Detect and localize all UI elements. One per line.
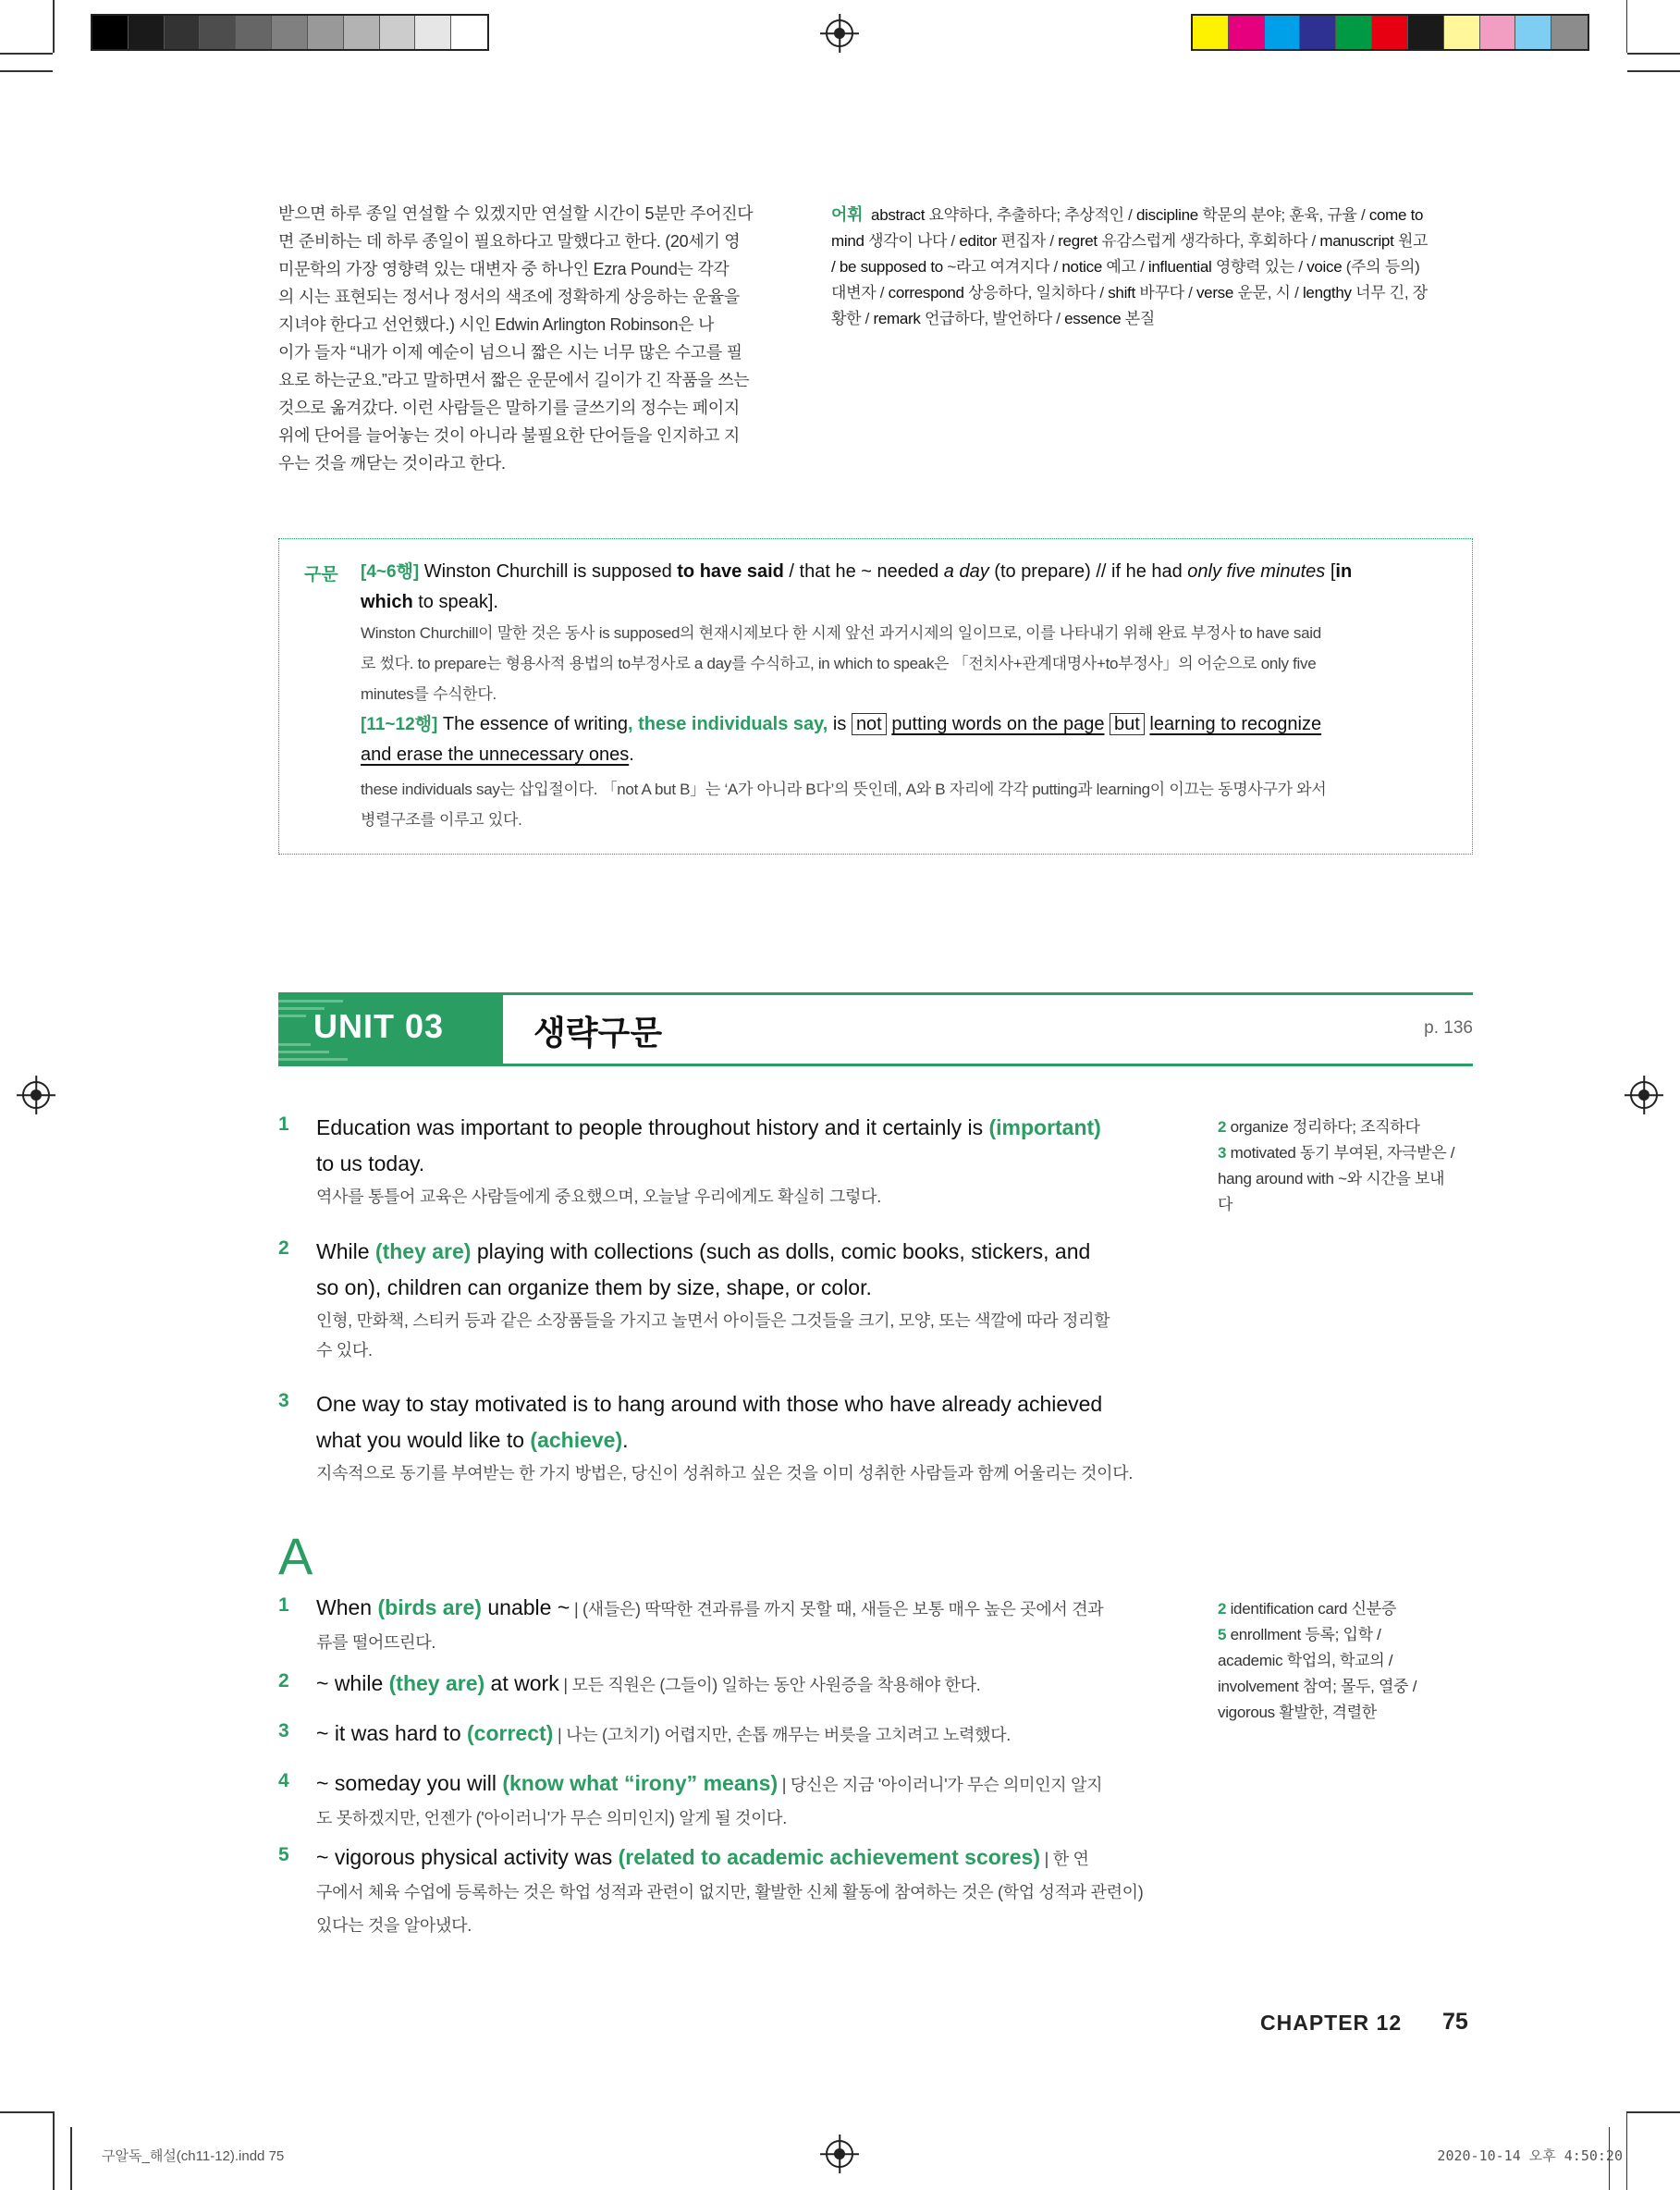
color-swatch <box>1193 16 1229 49</box>
example-item <box>278 1110 1184 1223</box>
note-line <box>1218 1140 1486 1166</box>
answer-line <box>316 1840 1185 1876</box>
vocab-word: verse <box>1196 284 1234 301</box>
crop-mark <box>1627 2111 1680 2113</box>
paragraph-line: 요로 하는군요.”라고 말하면서 짧은 운문에서 길이가 긴 작품을 쓰는 <box>278 371 750 389</box>
note-word: hang around with <box>1218 1170 1334 1187</box>
color-swatch <box>1515 16 1551 49</box>
vocab-word: voice <box>1306 258 1343 276</box>
answer-translation: 있다는 것을 알아냈다. <box>316 1916 472 1935</box>
crop-mark <box>53 2111 55 2190</box>
vocab-word: discipline <box>1135 206 1198 224</box>
item-number: 4 <box>278 1770 289 1791</box>
grammar-explanation-1 <box>361 618 1452 709</box>
page-number: 75 <box>1442 2009 1468 2035</box>
vocab-word: notice <box>1061 258 1102 276</box>
note-line <box>1218 1192 1486 1218</box>
sentence-text: is <box>828 714 852 734</box>
note-number: 2 <box>1218 1118 1227 1136</box>
sentence-text: at work <box>484 1671 559 1695</box>
note-line <box>1218 1622 1486 1648</box>
example-sentence <box>316 1270 1185 1306</box>
color-swatch <box>1229 16 1265 49</box>
vocab-meaning: ~라고 여겨지다 / <box>942 258 1062 276</box>
item-number: 3 <box>278 1720 289 1741</box>
omitted-words: (related to academic achievement scores) <box>618 1845 1040 1869</box>
vocab-label: 어휘 <box>831 205 864 224</box>
note-line <box>1218 1166 1486 1192</box>
vocab-word: essence <box>1064 310 1122 327</box>
answer-line <box>316 1716 1185 1752</box>
color-swatch <box>200 16 236 49</box>
side-vocab-note-2 <box>1218 1596 1486 1726</box>
omitted-words: (birds are) <box>377 1595 482 1619</box>
sentence-text: to us today. <box>316 1151 425 1175</box>
korean-translation-paragraph <box>278 200 796 477</box>
example-sentence <box>316 1386 1185 1422</box>
sentence-text: playing with collections (such as dolls, comic books, stickers, and <box>471 1239 1091 1263</box>
note-meaning: 참여; 몰두, 열중 / <box>1298 1678 1417 1695</box>
note-number: 3 <box>1218 1144 1227 1162</box>
registration-mark-icon <box>826 2140 853 2168</box>
color-swatch <box>92 16 129 49</box>
color-swatch <box>1265 16 1301 49</box>
color-swatch <box>272 16 308 49</box>
sentence-text: ~ it was hard to <box>316 1721 467 1745</box>
omitted-words: (correct) <box>467 1721 554 1745</box>
paragraph-line: 면 준비하는 데 하루 종일이 필요하다고 말했다고 한다. (20세기 영 <box>278 232 741 251</box>
answer-line <box>316 1766 1185 1802</box>
omitted-words: (know what “irony” means) <box>502 1771 779 1795</box>
vocab-word: influential <box>1147 258 1212 276</box>
vocab-meaning: 상응하다, 일치하다 / <box>963 284 1109 301</box>
item-number: 3 <box>278 1390 289 1411</box>
vocab-meaning: 예고 / <box>1101 258 1148 276</box>
vocab-word: manuscript <box>1319 232 1394 250</box>
sentence-text: unable ~ <box>481 1595 570 1619</box>
color-swatch <box>308 16 344 49</box>
vocab-meaning: 생각이 나다 / <box>864 232 960 250</box>
vocabulary-notes <box>831 202 1478 332</box>
note-line <box>1218 1700 1486 1726</box>
vocab-line <box>831 228 1478 254</box>
vocab-meaning: 요약하다, 추출하다; 추상적인 / <box>925 206 1136 224</box>
vocab-word: lengthy <box>1302 284 1352 301</box>
grammar-sentence-2 <box>361 709 1452 740</box>
note-word: academic <box>1218 1652 1283 1669</box>
color-swatch <box>236 16 272 49</box>
item-number: 2 <box>278 1237 289 1259</box>
answer-translation: 당신은 지금 '아이러니'가 무슨 의미인지 알지 <box>790 1776 1103 1794</box>
grammar-content <box>361 557 1452 835</box>
color-swatch <box>1336 16 1372 49</box>
example-item <box>278 1234 1184 1384</box>
boxed-word: but <box>1110 713 1145 735</box>
sentence-text: When <box>316 1595 378 1619</box>
note-meaning: ~와 시간을 보내 <box>1333 1170 1445 1187</box>
note-meaning: 학업의, 학교의 / <box>1282 1652 1393 1669</box>
answer-line <box>316 1667 1185 1702</box>
sentence-text: Education was important to people throughout history and it certainly is <box>316 1115 989 1139</box>
sentence-text: One way to stay motivated is to hang around with those who have already achieved <box>316 1392 1103 1416</box>
section-a-label: A <box>278 1527 313 1585</box>
paragraph-line: 받으면 하루 종일 연설할 수 있겠지만 연설할 시간이 5분만 주어진다 <box>278 204 754 223</box>
boxed-word: not <box>852 713 887 735</box>
note-meaning: 동기 부여된, 자극받은 / <box>1295 1144 1455 1162</box>
color-swatch <box>1480 16 1516 49</box>
vocab-line <box>831 202 1478 228</box>
unit-title: 생략구문 <box>533 1014 663 1052</box>
separator: | <box>1039 1850 1053 1868</box>
note-meaning: 신분증 <box>1347 1600 1396 1618</box>
vocab-word: abstract <box>871 206 926 224</box>
omitted-words: (they are) <box>388 1671 485 1695</box>
vocab-meaning: 언급하다, 발언하다 / <box>920 310 1065 327</box>
slug-timestamp: 2020-10-14 오후 4:50:20 <box>1437 2147 1623 2164</box>
note-number: 2 <box>1218 1600 1227 1618</box>
paragraph-line: 위에 단어를 늘어놓는 것이 아니라 불필요한 단어들을 인지하고 지 <box>278 426 740 445</box>
crop-mark <box>1626 2111 1628 2190</box>
vocab-meaning: 대변자 / <box>831 284 889 301</box>
answer-line <box>316 1591 1185 1626</box>
separator: | <box>558 1676 572 1694</box>
color-swatch <box>1372 16 1408 49</box>
vocab-word: come to <box>1368 206 1424 224</box>
sentence-text: ~ while <box>316 1671 389 1695</box>
vocab-line <box>831 306 1478 332</box>
answer-translation: 나는 (고치기) 어렵지만, 손톱 깨무는 버릇을 고치려고 노력했다. <box>566 1726 1011 1744</box>
note-word: involvement <box>1218 1678 1299 1695</box>
vocab-word: correspond <box>888 284 964 301</box>
sentence-text: in <box>1335 561 1353 582</box>
sentence-text: (to prepare) // if he had <box>988 561 1188 582</box>
grammar-label: 구문 <box>304 565 338 584</box>
answer-translation: 도 못하겠지만, 언젠가 ('아이러니'가 무슨 의미인지) 알게 될 것이다. <box>316 1809 787 1827</box>
answer-translation: 류를 떨어뜨린다. <box>316 1633 436 1652</box>
example-list <box>278 1110 1184 1499</box>
vocab-meaning: 학문의 분야; 훈육, 규율 / <box>1197 206 1369 224</box>
unit-label: UNIT 03 <box>313 1007 445 1045</box>
explanation-line: Winston Churchill이 말한 것은 동사 is supposed의 현재시제보다 한 시제 앞선 과거시제의 일이므로, 이를 나타내기 위해 완료 부정사 to have said <box>361 624 1321 642</box>
registration-mark-icon <box>22 1081 50 1109</box>
vocab-meaning: (주의 등의) <box>1342 258 1420 276</box>
vocab-word: regret <box>1058 232 1098 250</box>
omitted-words: (achieve) <box>530 1428 623 1452</box>
grammar-explanation-2 <box>361 774 1452 835</box>
vocab-meaning: 바꾸다 / <box>1134 284 1196 301</box>
crop-mark <box>1626 0 1628 53</box>
item-number: 2 <box>278 1670 289 1692</box>
note-line <box>1218 1648 1486 1674</box>
explanation-line: 로 썼다. to prepare는 형용사적 용법의 to부정사로 a day를 수식하고, in which to speak은 「전치사+관계대명사+to부정사」의 어순으로 only five <box>361 655 1317 672</box>
sentence-text: ~ vigorous physical activity was <box>316 1845 619 1869</box>
side-vocab-note-1 <box>1218 1114 1486 1218</box>
crop-mark <box>1627 53 1680 55</box>
note-line <box>1218 1114 1486 1140</box>
paragraph-line: 지녀야 한다고 선언했다.) 시인 Edwin Arlington Robinson은 나 <box>278 315 715 334</box>
note-word: vigorous <box>1218 1704 1275 1721</box>
item-number: 5 <box>278 1844 289 1865</box>
crop-mark <box>0 2111 53 2113</box>
vocab-line <box>831 254 1478 280</box>
example-item <box>278 1386 1184 1499</box>
sentence-text: While <box>316 1239 375 1263</box>
color-swatch <box>451 16 487 49</box>
item-number: 1 <box>278 1113 289 1135</box>
explanation-line: these individuals say는 삽입절이다. 「not A but B」는 ‘A가 아니라 B다’의 뜻인데, A와 B 자리에 각각 putting과 learning이 이끄는 동명사구가 와서 <box>361 781 1327 798</box>
sentence-text: Winston Churchill is supposed <box>419 561 678 582</box>
underlined-phrase: learning to recognize <box>1149 714 1322 734</box>
color-swatch <box>1300 16 1336 49</box>
color-swatch <box>344 16 380 49</box>
paragraph-line: 이가 들자 “내가 이제 예순이 넘으니 짧은 시는 너무 많은 수고를 필 <box>278 343 742 362</box>
color-swatch <box>1551 16 1588 49</box>
note-line <box>1218 1674 1486 1700</box>
note-number: 5 <box>1218 1626 1227 1643</box>
sentence-text: to have said <box>677 561 784 582</box>
slug-filename: 구알독_해설(ch11-12).indd 75 <box>102 2148 285 2164</box>
chapter-label: CHAPTER 12 <box>1260 2011 1403 2035</box>
vocab-meaning: 영향력 있는 / <box>1211 258 1307 276</box>
example-sentence <box>316 1234 1185 1270</box>
grammar-sentence-2-cont <box>361 740 1452 770</box>
separator: | <box>778 1776 791 1794</box>
note-meaning: 등록; 입학 / <box>1300 1626 1381 1643</box>
note-meaning: 다 <box>1218 1196 1233 1213</box>
vocab-word: mind <box>831 232 865 250</box>
sentence-text: which <box>361 592 413 612</box>
color-swatch <box>129 16 165 49</box>
color-swatch <box>1408 16 1444 49</box>
color-swatch <box>415 16 451 49</box>
explanation-line: 병렬구조를 이루고 있다. <box>361 811 522 829</box>
note-meaning: 정리하다; 조직하다 <box>1288 1118 1420 1136</box>
vocab-meaning: 본질 <box>1121 310 1156 327</box>
unit-header <box>278 992 1473 1066</box>
process-color-bar <box>1191 14 1589 51</box>
vocab-meaning: 원고 <box>1393 232 1429 250</box>
paragraph-line: 우는 것을 깨닫는 것이라고 한다. <box>278 454 506 473</box>
vocab-line <box>831 280 1478 306</box>
sentence-text: to speak]. <box>412 592 498 612</box>
vocab-word: shift <box>1108 284 1135 301</box>
note-word: motivated <box>1226 1144 1296 1162</box>
sentence-text: . <box>629 744 634 765</box>
example-translation: 지속적으로 동기를 부여받는 한 가지 방법은, 당신이 성취하고 싶은 것을 이미 성취한 사람들과 함께 어울리는 것이다. <box>316 1464 1134 1483</box>
answer-translation: 구에서 체육 수업에 등록하는 것은 학업 성적과 관련이 없지만, 활발한 신체 활동에 참여하는 것은 (학업 성적과 관련이) <box>316 1883 1144 1901</box>
color-swatch <box>1444 16 1480 49</box>
line-reference: [11~12행] <box>361 715 438 734</box>
registration-mark-icon <box>826 19 853 47</box>
sentence-text: so on), children can organize them by size, shape, or color. <box>316 1275 872 1299</box>
sentence-text: ~ someday you will <box>316 1771 503 1795</box>
example-translation: 수 있다. <box>316 1341 373 1360</box>
explanation-line: minutes를 수식한다. <box>361 685 497 703</box>
answer-translation: 한 연 <box>1052 1850 1089 1868</box>
sentence-text: . <box>622 1428 629 1452</box>
crop-mark <box>0 70 53 72</box>
omitted-words: (important) <box>988 1115 1101 1139</box>
paragraph-line: 미문학의 가장 영향력 있는 대변자 중 하나인 Ezra Pound는 각각 <box>278 260 730 278</box>
vocab-meaning: 너무 긴, 장 <box>1351 284 1428 301</box>
example-sentence <box>316 1422 1185 1458</box>
example-sentence <box>316 1110 1185 1146</box>
sentence-text: a day <box>943 561 989 582</box>
registration-mark-icon <box>1630 1081 1658 1109</box>
separator: | <box>570 1600 583 1618</box>
underlined-phrase: putting words on the page <box>891 714 1105 734</box>
grammar-sentence-1 <box>361 557 1452 587</box>
crop-mark <box>53 0 55 53</box>
vocab-meaning: 황한 / <box>831 310 874 327</box>
color-swatch <box>165 16 201 49</box>
sentence-text: [ <box>1325 561 1336 582</box>
vocab-meaning: 유감스럽게 생각하다, 후회하다 / <box>1097 232 1320 250</box>
crop-mark <box>70 2127 72 2190</box>
example-sentence <box>316 1146 1185 1182</box>
grayscale-color-bar <box>91 14 489 51</box>
note-word: identification card <box>1226 1600 1348 1618</box>
sentence-text: / that he ~ needed <box>783 561 944 582</box>
sentence-text: only five minutes <box>1187 561 1326 582</box>
sentence-text: The essence of writing <box>437 714 628 734</box>
item-number: 1 <box>278 1594 289 1616</box>
answer-translation: (새들은) 딱딱한 견과류를 까지 못할 때, 새들은 보통 매우 높은 곳에서 견과 <box>582 1600 1104 1618</box>
example-translation: 인형, 만화책, 스티커 등과 같은 소장품들을 가지고 놀면서 아이들은 그것들을 크기, 모양, 또는 색깔에 따라 정리할 <box>316 1311 1110 1330</box>
vocab-word: editor <box>959 232 998 250</box>
crop-mark <box>0 53 53 55</box>
note-word: enrollment <box>1226 1626 1301 1643</box>
crop-mark <box>1627 70 1680 72</box>
omitted-words: (they are) <box>374 1239 472 1263</box>
paragraph-line: 의 시는 표현되는 정서나 정서의 색조에 정확하게 상응하는 운율을 <box>278 288 740 306</box>
underlined-phrase: and erase the unnecessary ones <box>361 744 630 765</box>
sentence-text: what you would like to <box>316 1428 531 1452</box>
unit-badge <box>278 992 503 1066</box>
vocab-meaning: 편집자 / <box>997 232 1059 250</box>
note-line <box>1218 1596 1486 1622</box>
line-reference: [4~6행] <box>361 562 420 582</box>
vocab-meaning: 운문, 시 / <box>1233 284 1303 301</box>
example-translation: 역사를 통틀어 교육은 사람들에게 중요했으며, 오늘날 우리에게도 확실히 그렇다. <box>316 1187 881 1206</box>
color-swatch <box>380 16 416 49</box>
paragraph-line: 것으로 옮겨갔다. 이런 사람들은 말하기를 글쓰기의 정수는 페이지 <box>278 399 740 417</box>
grammar-sentence-1-cont <box>361 587 1452 618</box>
note-word: organize <box>1226 1118 1289 1136</box>
vocab-word: / be supposed to <box>831 258 943 276</box>
answer-translation: 모든 직원은 (그들이) 일하는 동안 사원증을 착용해야 한다. <box>571 1676 981 1694</box>
page-reference: p. 136 <box>1424 1018 1473 1038</box>
vocab-word: remark <box>873 310 921 327</box>
inserted-clause: , these individuals say, <box>627 714 828 734</box>
note-meaning: 활발한, 격렬한 <box>1274 1704 1377 1721</box>
separator: | <box>553 1726 567 1744</box>
